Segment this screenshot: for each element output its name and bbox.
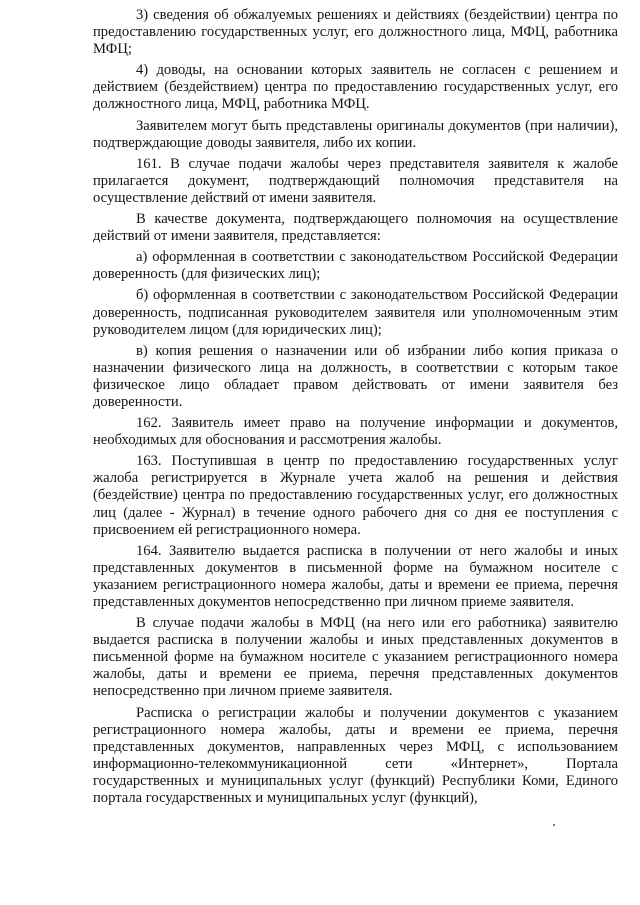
paragraph-item-v: в) копия решения о назначении или об избрании либо копия приказа о назначении физического лица на должность, в соответствии с которым такое физическое лицо обладает правом действовать от имени заявителя без доверенности. xyxy=(93,342,618,410)
paragraph-originals: Заявителем могут быть представлены оригиналы документов (при наличии), подтверждающие доводы заявителя, либо их копии. xyxy=(93,117,618,151)
paragraph-mfc-receipt: В случае подачи жалобы в МФЦ (на него или его работника) заявителю выдается расписка в получении жалобы и иных представленных документов в письменной форме на бумажном носителе с указанием регистрационного номера жалобы, даты и времени ее приема, перечня представленных документов непосредственно при личном приеме заявителя. xyxy=(93,615,618,700)
paragraph-161: 161. В случае подачи жалобы через представителя заявителя к жалобе прилагается документ, подтверждающий полномочия представителя на осуществление действий от имени заявителя. xyxy=(93,155,618,206)
paragraph-164: 164. Заявителю выдается расписка в получении от него жалобы и иных представленных документов в письменной форме на бумажном носителе с указанием регистрационного номера жалобы, даты и времени ее приема, перечня представленных документов непосредственно при личном приеме заявителя. xyxy=(93,542,618,610)
paragraph-163: 163. Поступившая в центр по предоставлению государственных услуг жалоба регистрируется в Журнале учета жалоб на решения и действия (бездействие) центра по предоставлению государственных услуг, его должностных лиц (далее - Журнал) в течение одного рабочего дня со дня ее поступления с присвоением ей регистрационного номера. xyxy=(93,453,618,538)
paragraph-item-3: 3) сведения об обжалуемых решениях и действиях (бездействии) центра по предоставлению государственных услуг, его должностного лица, МФЦ, работника МФЦ; xyxy=(93,7,618,58)
paragraph-authority-document: В качестве документа, подтверждающего полномочия на осуществление действий от имени заявителя, представляется: xyxy=(93,211,618,245)
paragraph-registration-receipt: Расписка о регистрации жалобы и получении документов с указанием регистрационного номера жалобы, даты и времени ее приема, перечня представленных документов, направленных через МФЦ, с использованием информационно-телекоммуникационной сети «Интернет», Портала государственных и муниципальных услуг (функций) Республики Коми, Единого портала государственных и муниципальных услуг (функций), xyxy=(93,704,618,807)
paragraph-item-a: а) оформленная в соответствии с законодательством Российской Федерации доверенность (для физических лиц); xyxy=(93,249,618,283)
scan-speck xyxy=(553,824,555,826)
paragraph-item-b: б) оформленная в соответствии с законодательством Российской Федерации доверенность, подписанная руководителем заявителя или уполномоченным этим руководителем лицом (для юридических лиц); xyxy=(93,287,618,338)
paragraph-item-4: 4) доводы, на основании которых заявитель не согласен с решением и действием (бездействием) центра по предоставлению государственных услуг, его должностного лица, МФЦ, работника МФЦ. xyxy=(93,62,618,113)
paragraph-162: 162. Заявитель имеет право на получение информации и документов, необходимых для обоснования и рассмотрения жалобы. xyxy=(93,415,618,449)
